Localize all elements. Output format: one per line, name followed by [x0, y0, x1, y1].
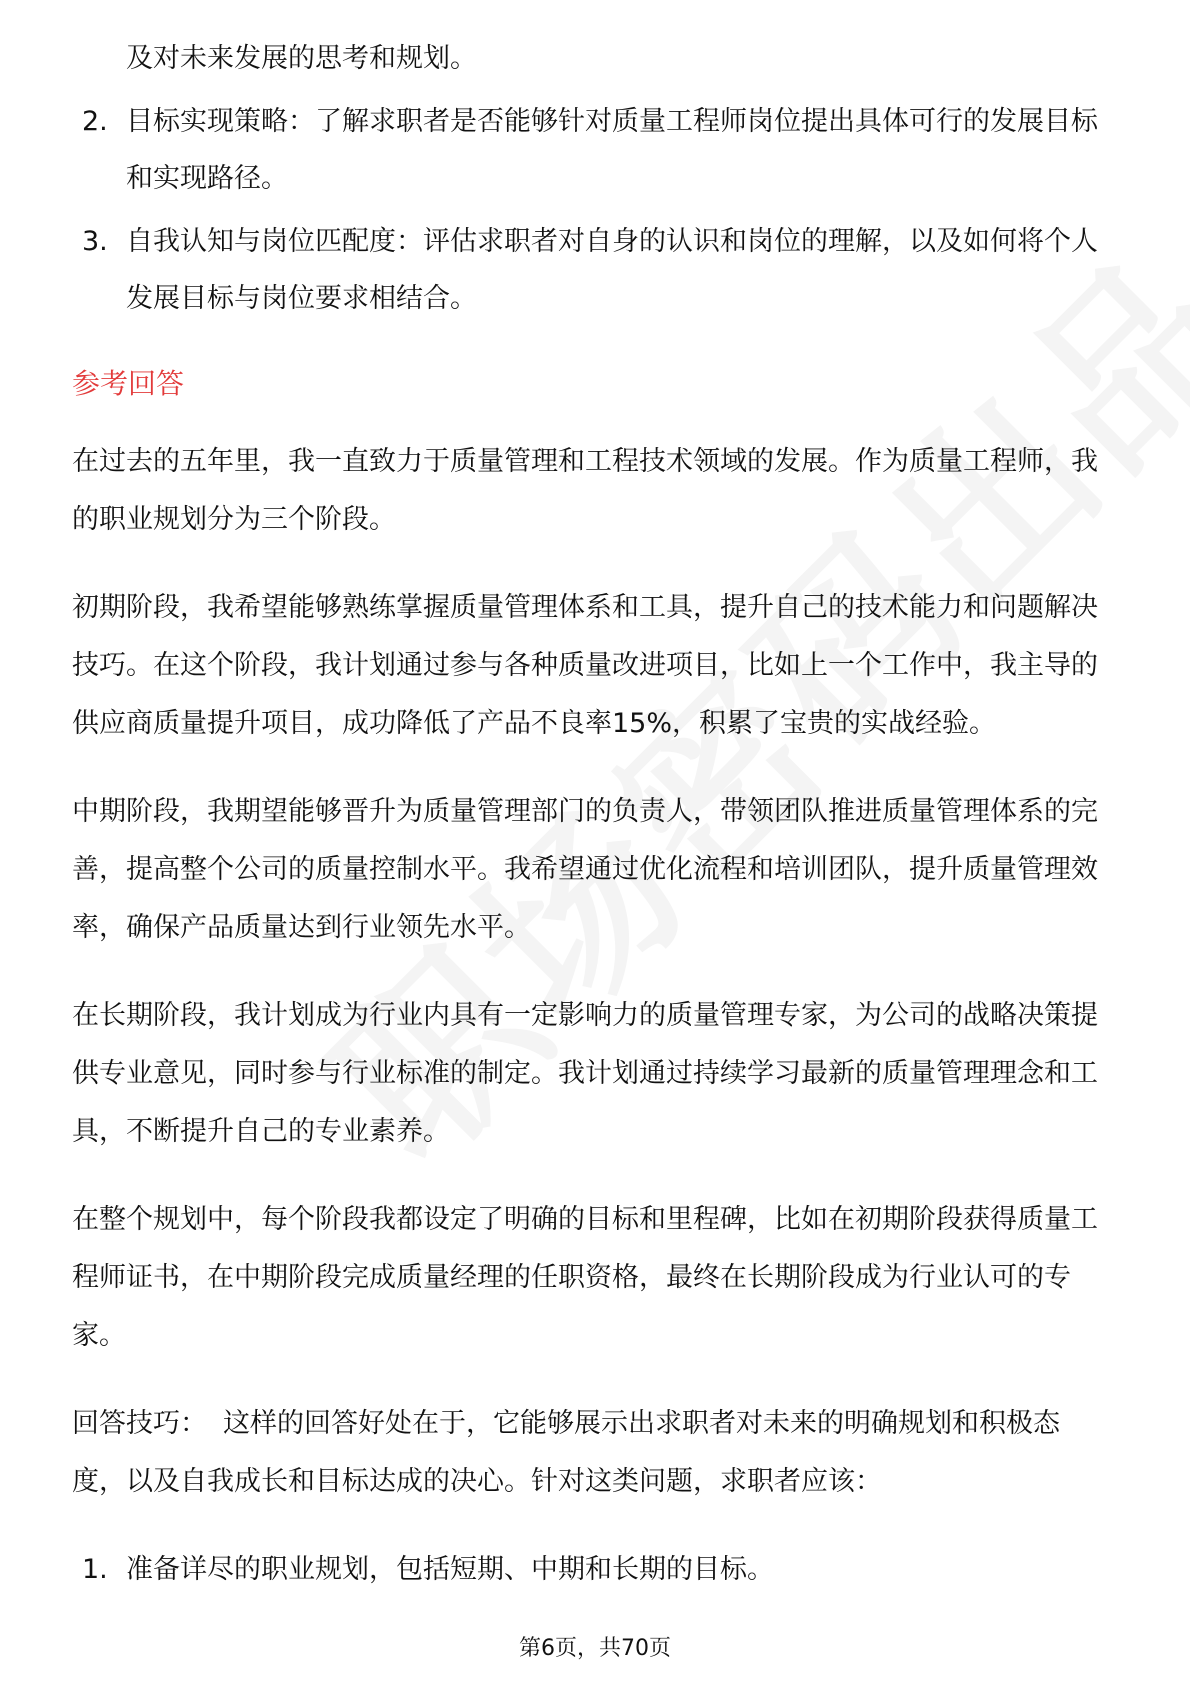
tips-label: 回答技巧：: [72, 1408, 207, 1439]
answer-paragraph: 在过去的五年里，我一直致力于质量管理和工程技术领域的发展。作为质量工程师，我的职业规划分为三个阶段。: [72, 446, 1098, 535]
list-number: 3.: [82, 226, 108, 257]
answer-paragraph: 中期阶段，我期望能够晋升为质量管理部门的负责人，带领团队推进质量管理体系的完善，提高整个公司的质量控制水平。我希望通过优化流程和培训团队，提升质量管理效率，确保产品质量达到行业领先水平。: [72, 796, 1098, 943]
list-number: 1.: [82, 1554, 108, 1585]
list-item: [72, 1541, 1112, 1598]
answer-paragraph: 在整个规划中，每个阶段我都设定了明确的目标和里程碑，比如在初期阶段获得质量工程师证书，在中期阶段完成质量经理的任职资格，最终在长期阶段成为行业认可的专家。: [72, 1204, 1098, 1351]
evaluation-points-list: [72, 93, 1112, 327]
answer-section-title: 参考回答: [72, 367, 185, 400]
list-item-text: 目标实现策略：了解求职者是否能够针对质量工程师岗位提出具体可行的发展目标和实现路径。: [126, 106, 1098, 194]
page-footer: 第6页，共70页: [519, 1636, 671, 1661]
page-content: [72, 30, 1112, 1604]
answer-paragraph: 在长期阶段，我计划成为行业内具有一定影响力的质量管理专家，为公司的战略决策提供专业意见，同时参与行业标准的制定。我计划通过持续学习最新的质量管理理念和工具，不断提升自己的专业素养。: [72, 1000, 1098, 1147]
answer-paragraph: 初期阶段，我希望能够熟练掌握质量管理体系和工具，提升自己的技术能力和问题解决技巧。在这个阶段，我计划通过参与各种质量改进项目，比如上一个工作中，我主导的供应商质量提升项目，成功降低了产品不良率15%，积累了宝贵的实战经验。: [72, 592, 1098, 739]
list-number: 2.: [82, 106, 108, 137]
tips-paragraph: [72, 1395, 1112, 1511]
list-item: [72, 93, 1112, 207]
tips-text: 这样的回答好处在于，它能够展示出求职者对未来的明确规划和积极态度，以及自我成长和目标达成的决心。针对这类问题，求职者应该：: [72, 1408, 1060, 1497]
list-item-text: 准备详尽的职业规划，包括短期、中期和长期的目标。: [126, 1554, 774, 1585]
list-item-text: 自我认知与岗位匹配度：评估求职者对自身的认识和岗位的理解，以及如何将个人发展目标与岗位要求相结合。: [126, 226, 1098, 314]
list-item-continuation: 及对未来发展的思考和规划。: [126, 43, 477, 74]
tip-points-list: [72, 1541, 1112, 1598]
list-item: [72, 213, 1112, 327]
